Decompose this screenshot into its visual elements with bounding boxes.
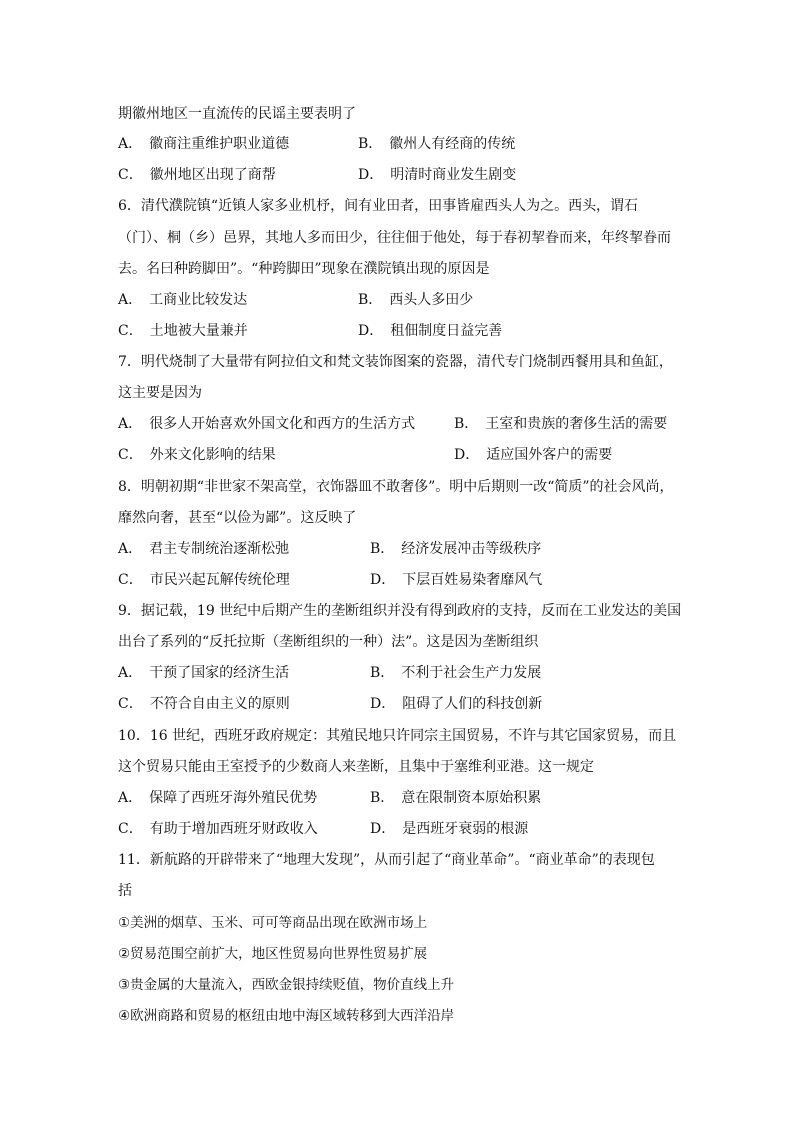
q10-option-c: C． 有助于增加西班牙财政收入 xyxy=(118,821,318,837)
question-5-stem-tail: 期徽州地区一直流传的民谣主要表明了 xyxy=(118,106,356,122)
q10-option-d: D． 是西班牙衰弱的根源 xyxy=(370,821,529,837)
q5-option-c: C． 徽州地区出现了商帮 xyxy=(118,167,276,183)
q8-option-d: D． 下层百姓易染奢靡风气 xyxy=(370,572,543,588)
q10-option-a: A． 保障了西班牙海外殖民优势 xyxy=(118,790,318,806)
question-6-line-1: 6．清代濮院镇“近镇人家多业机杼，间有业田者，田事皆雇西头人为之。西头，谓石 xyxy=(118,198,639,214)
q8-option-a: A． 君主专制统治逐渐松弛 xyxy=(118,541,290,557)
q11-statement-1: ①美洲的烟草、玉米、可可等商品出现在欧洲市场上 xyxy=(118,915,428,931)
question-10-line-2: 这个贸易只能由王室授予的少数商人来垄断，且集中于塞维利亚港。这一规定 xyxy=(118,759,594,775)
q9-option-c: C． 不符合自由主义的原则 xyxy=(118,696,290,712)
q5-option-b: B． 徽州人有经商的传统 xyxy=(358,136,516,152)
question-7-line-1: 7．明代烧制了大量带有阿拉伯文和梵文装饰图案的瓷器，清代专门烧制西餐用具和鱼缸， xyxy=(118,354,673,370)
q8-option-b: B． 经济发展冲击等级秩序 xyxy=(370,541,542,557)
q8-option-c: C． 市民兴起瓦解传统伦理 xyxy=(118,572,290,588)
q10-option-b: B． 意在限制资本原始积累 xyxy=(370,790,542,806)
q5-option-d: D． 明清时商业发生剧变 xyxy=(358,167,517,183)
question-6-line-2: （门）、桐（乡）邑界，其地人多而田少，往往佃于他处，每于春初挈眷而来，年终挈眷而 xyxy=(118,230,671,246)
question-9-line-2: 出台了系列的“反托拉斯（垄断组织的一种）法”。这是因为垄断组织 xyxy=(118,634,539,650)
q6-option-c: C． 土地被大量兼并 xyxy=(118,323,248,339)
question-11-line-2: 括 xyxy=(118,883,132,899)
question-9-line-1: 9．据记载，19 世纪中后期产生的垄断组织并没有得到政府的支持，反而在工业发达的美国 xyxy=(118,603,682,619)
q11-statement-4: ④欧洲商路和贸易的枢纽由地中海区域转移到大西洋沿岸 xyxy=(118,1008,455,1024)
q9-option-a: A． 干预了国家的经济生活 xyxy=(118,665,290,681)
q9-option-b: B． 不利于社会生产力发展 xyxy=(370,665,542,681)
q6-option-a: A． 工商业比较发达 xyxy=(118,292,248,308)
q6-option-d: D． 租佃制度日益完善 xyxy=(358,323,503,339)
q11-statement-2: ②贸易范围空前扩大，地区性贸易向世界性贸易扩展 xyxy=(118,946,428,962)
q7-option-a: A． 很多人开始喜欢外国文化和西方的生活方式 xyxy=(118,416,416,432)
question-6-line-3: 去。名曰种跨脚田”。“种跨脚田”现象在濮院镇出现的原因是 xyxy=(118,261,490,277)
question-8-line-1: 8．明朝初期“非世家不架高堂，衣饰器皿不敢奢侈”。明中后期则一改“简质”的社会风尚， xyxy=(118,479,674,495)
q9-option-d: D． 阻碍了人们的科技创新 xyxy=(370,696,543,712)
question-7-line-2: 这主要是因为 xyxy=(118,385,202,401)
q7-option-d: D． 适应国外客户的需要 xyxy=(454,447,613,463)
q11-statement-3: ③贵金属的大量流入，西欧金银持续贬值，物价直线上升 xyxy=(118,977,455,993)
q5-option-a: A． 徽商注重维护职业道德 xyxy=(118,136,290,152)
q6-option-b: B． 西头人多田少 xyxy=(358,292,474,308)
q7-option-b: B． 王室和贵族的奢侈生活的需要 xyxy=(454,416,668,432)
question-8-line-2: 靡然向奢，甚至“以俭为鄙”。这反映了 xyxy=(118,510,357,526)
q7-option-c: C． 外来文化影响的结果 xyxy=(118,447,276,463)
question-11-line-1: 11．新航路的开辟带来了“地理大发现”，从而引起了“商业革命”。“商业革命”的表现包 xyxy=(118,852,655,868)
question-10-line-1: 10．16 世纪，西班牙政府规定：其殖民地只许同宗主国贸易，不许与其它国家贸易，而且 xyxy=(118,728,677,744)
